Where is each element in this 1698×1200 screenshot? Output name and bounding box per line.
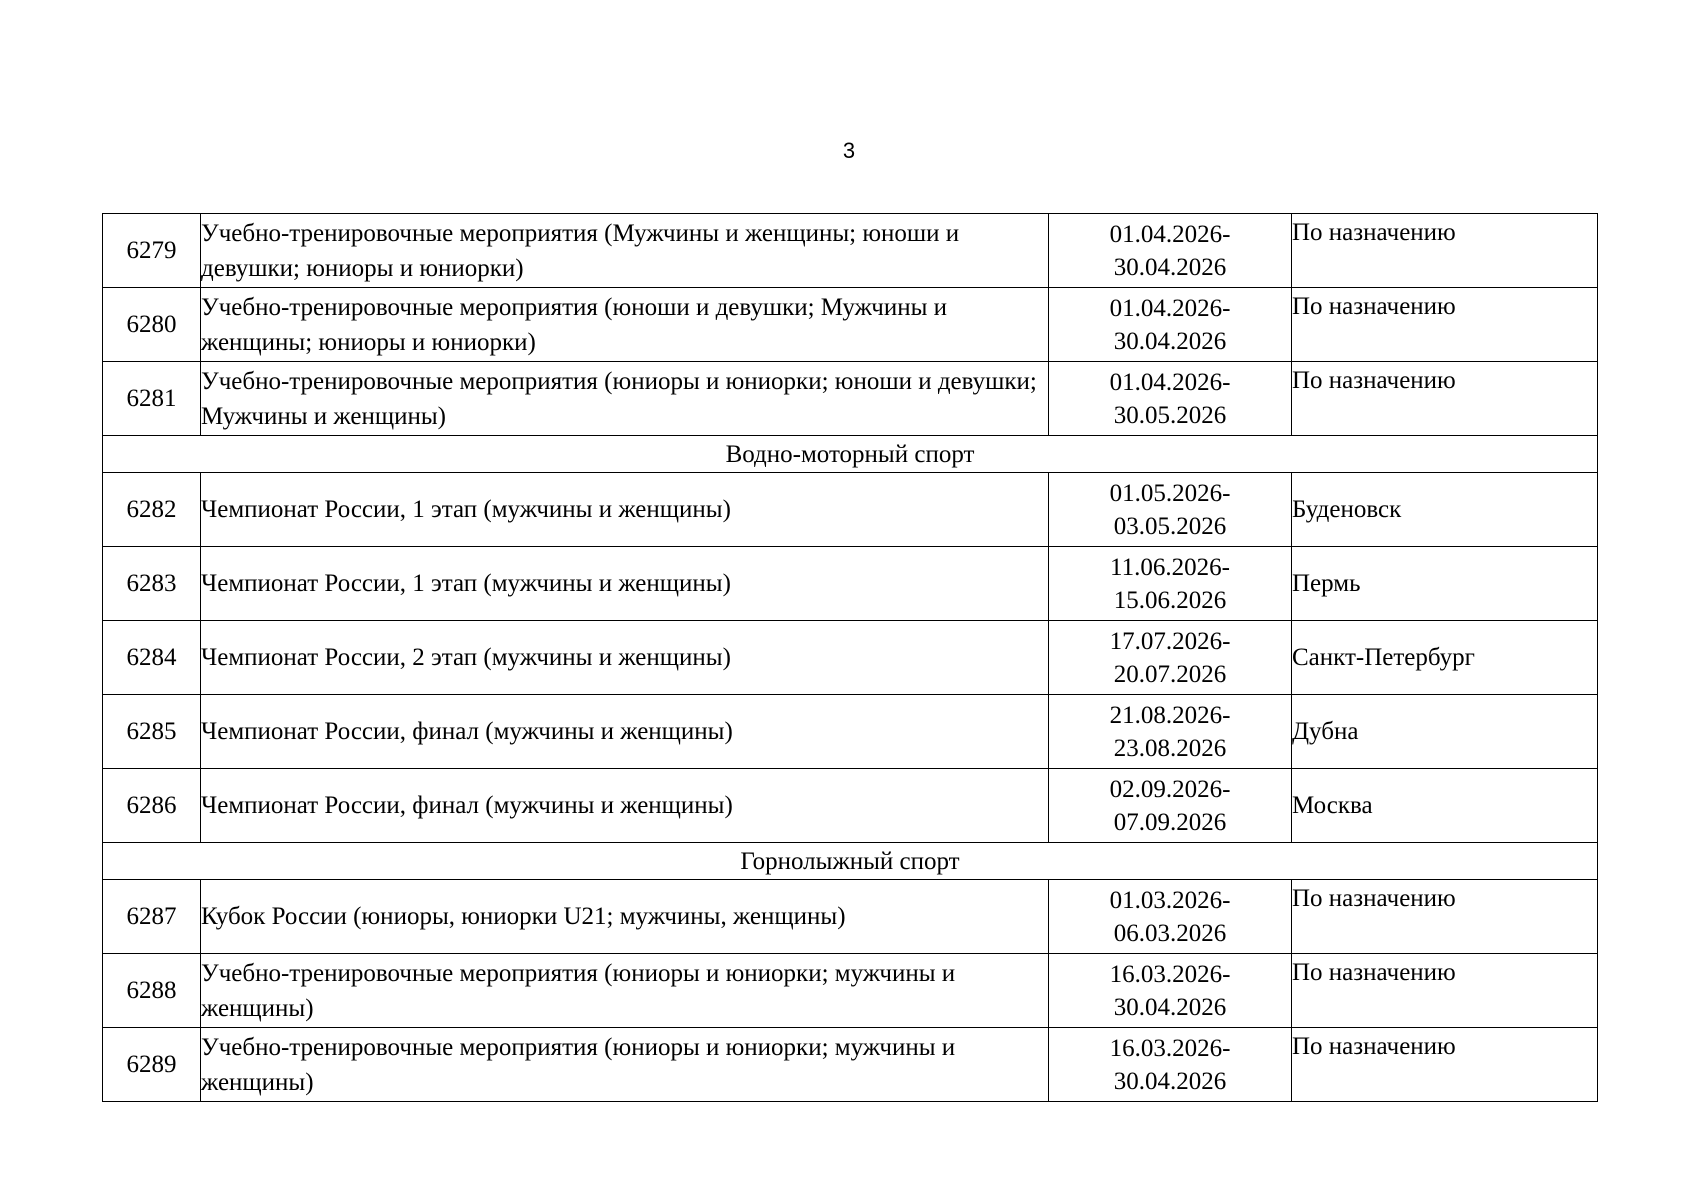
event-date-start: 01.04.2026- xyxy=(1109,368,1231,396)
event-name: Чемпионат России, 1 этап (мужчины и женщины) xyxy=(201,547,1049,621)
event-place: По назначению xyxy=(1292,288,1598,362)
event-place: По назначению xyxy=(1292,362,1598,436)
event-date-end: 23.08.2026 xyxy=(1113,734,1227,762)
event-name: Учебно-тренировочные мероприятия (Мужчины и женщины; юноши и девушки; юниоры и юниорки) xyxy=(201,214,1049,288)
event-number: 6288 xyxy=(103,954,201,1028)
table-row-6279 xyxy=(103,214,1598,288)
event-name: Учебно-тренировочные мероприятия (юниоры и юниорки; юноши и девушки; Мужчины и женщины) xyxy=(201,362,1049,436)
event-name: Учебно-тренировочные мероприятия (юноши и девушки; Мужчины и женщины; юниоры и юниорки) xyxy=(201,288,1049,362)
event-date-start: 01.04.2026- xyxy=(1109,294,1231,322)
event-number: 6286 xyxy=(103,769,201,843)
event-date-start: 01.03.2026- xyxy=(1109,886,1231,914)
event-date-start: 16.03.2026- xyxy=(1109,1034,1231,1062)
table-row-6287 xyxy=(103,880,1598,954)
table-row-6285 xyxy=(103,695,1598,769)
event-name: Учебно-тренировочные мероприятия (юниоры и юниорки; мужчины и женщины) xyxy=(201,1028,1049,1102)
event-date-start: 01.05.2026- xyxy=(1109,479,1231,507)
event-dates xyxy=(1049,362,1292,436)
event-date-start: 17.07.2026- xyxy=(1109,627,1231,655)
event-place: По назначению xyxy=(1292,214,1598,288)
event-number: 6283 xyxy=(103,547,201,621)
event-number: 6285 xyxy=(103,695,201,769)
event-place: По назначению xyxy=(1292,954,1598,1028)
event-dates xyxy=(1049,769,1292,843)
section-title: Горнолыжный спорт xyxy=(103,843,1598,880)
event-date-end: 30.05.2026 xyxy=(1113,401,1227,429)
table-row-6280 xyxy=(103,288,1598,362)
event-date-start: 11.06.2026- xyxy=(1110,553,1230,581)
table-row-6289 xyxy=(103,1028,1598,1102)
section-row-alpine-skiing xyxy=(103,843,1598,880)
table-row-6282 xyxy=(103,473,1598,547)
event-date-start: 21.08.2026- xyxy=(1109,701,1231,729)
event-dates xyxy=(1049,1028,1292,1102)
event-dates xyxy=(1049,695,1292,769)
event-place: Пермь xyxy=(1292,547,1598,621)
section-row-water-motor xyxy=(103,436,1598,473)
event-number: 6284 xyxy=(103,621,201,695)
event-date-end: 07.09.2026 xyxy=(1113,808,1227,836)
event-name: Чемпионат России, финал (мужчины и женщины) xyxy=(201,695,1049,769)
table-row-6286 xyxy=(103,769,1598,843)
event-number: 6279 xyxy=(103,214,201,288)
event-date-end: 06.03.2026 xyxy=(1113,919,1227,947)
event-number: 6282 xyxy=(103,473,201,547)
event-date-end: 03.05.2026 xyxy=(1113,512,1227,540)
event-dates xyxy=(1049,288,1292,362)
event-date-end: 30.04.2026 xyxy=(1113,327,1227,355)
event-name: Чемпионат России, 2 этап (мужчины и женщины) xyxy=(201,621,1049,695)
event-place: Буденовск xyxy=(1292,473,1598,547)
event-date-end: 30.04.2026 xyxy=(1113,993,1227,1021)
event-date-start: 01.04.2026- xyxy=(1109,220,1231,248)
page-number: 3 xyxy=(842,138,856,163)
event-date-start: 02.09.2026- xyxy=(1109,775,1231,803)
events-table-body xyxy=(103,214,1598,1102)
event-number: 6287 xyxy=(103,880,201,954)
event-place: Дубна xyxy=(1292,695,1598,769)
event-dates xyxy=(1049,214,1292,288)
event-name: Чемпионат России, финал (мужчины и женщины) xyxy=(201,769,1049,843)
event-place: По назначению xyxy=(1292,1028,1598,1102)
event-dates xyxy=(1049,954,1292,1028)
event-number: 6280 xyxy=(103,288,201,362)
events-table xyxy=(102,213,1598,1102)
event-dates xyxy=(1049,880,1292,954)
table-row-6288 xyxy=(103,954,1598,1028)
event-dates xyxy=(1049,547,1292,621)
event-date-end: 30.04.2026 xyxy=(1113,253,1227,281)
table-row-6281 xyxy=(103,362,1598,436)
event-name: Чемпионат России, 1 этап (мужчины и женщины) xyxy=(201,473,1049,547)
event-number: 6289 xyxy=(103,1028,201,1102)
event-dates xyxy=(1049,473,1292,547)
event-date-start: 16.03.2026- xyxy=(1109,960,1231,988)
section-title: Водно-моторный спорт xyxy=(103,436,1598,473)
event-name: Учебно-тренировочные мероприятия (юниоры и юниорки; мужчины и женщины) xyxy=(201,954,1049,1028)
event-date-end: 20.07.2026 xyxy=(1113,660,1227,688)
event-place: Москва xyxy=(1292,769,1598,843)
table-row-6284 xyxy=(103,621,1598,695)
table-row-6283 xyxy=(103,547,1598,621)
event-date-end: 15.06.2026 xyxy=(1113,586,1227,614)
event-name: Кубок России (юниоры, юниорки U21; мужчины, женщины) xyxy=(201,880,1049,954)
event-number: 6281 xyxy=(103,362,201,436)
event-date-end: 30.04.2026 xyxy=(1113,1067,1227,1095)
event-place: Санкт-Петербург xyxy=(1292,621,1598,695)
event-dates xyxy=(1049,621,1292,695)
event-place: По назначению xyxy=(1292,880,1598,954)
